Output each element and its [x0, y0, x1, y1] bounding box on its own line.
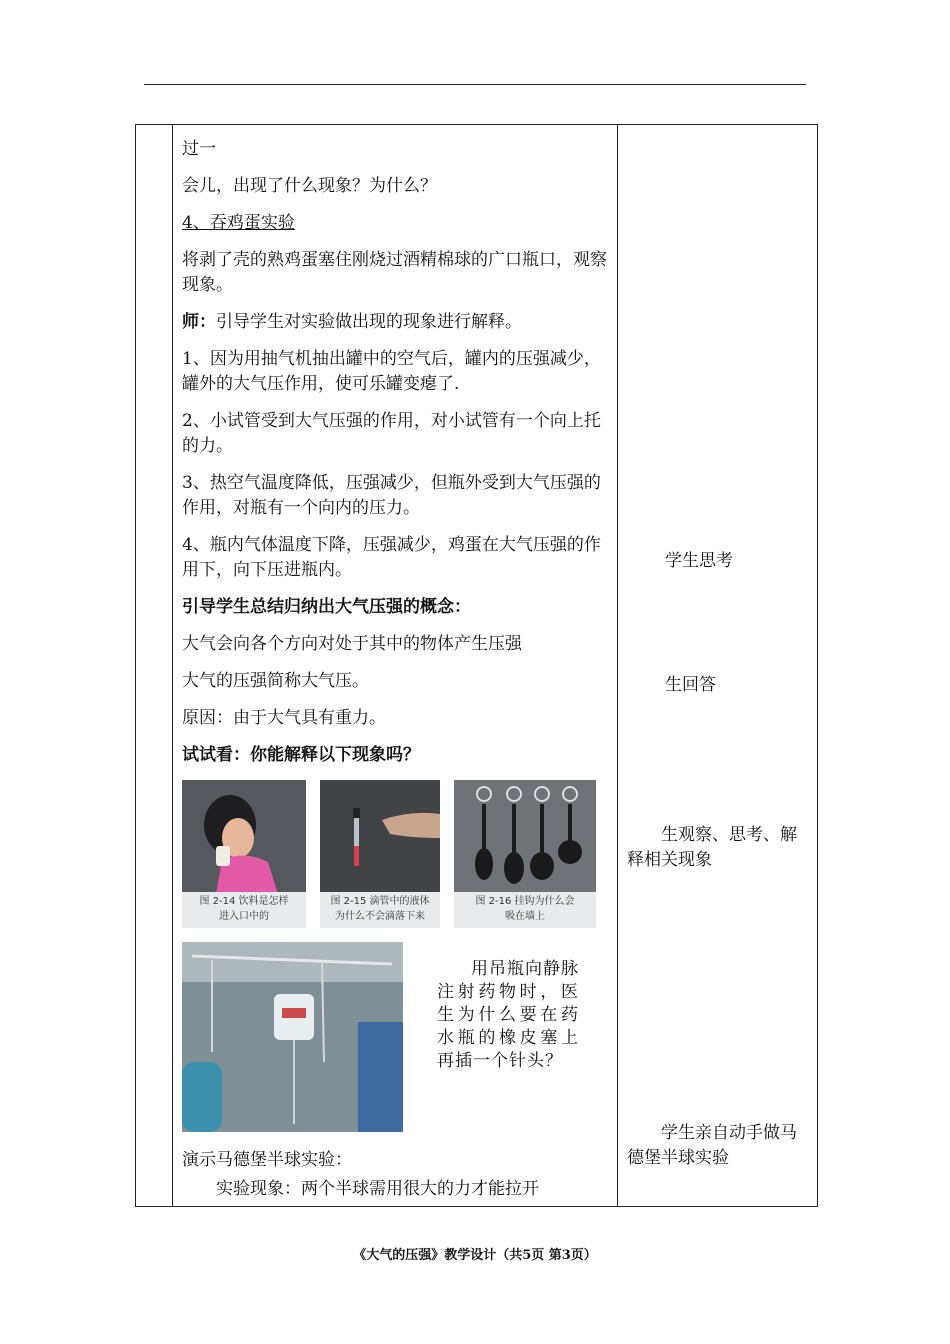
egg-experiment-text: 将剥了壳的熟鸡蛋塞住刚烧过酒精棉球的广口瓶口，观察现象。 — [182, 250, 607, 295]
teacher-guidance — [182, 310, 612, 335]
magdeburg-phenomenon: 实验现象：两个半球需用很大的力才能拉开 — [216, 1179, 539, 1199]
hooks-illustration — [454, 780, 596, 894]
teacher-label: 师： — [182, 312, 216, 332]
photo-caption-2: 图 2-15 滴管中的液体 为什么不会滴落下来 — [320, 892, 440, 928]
header-rule — [144, 84, 806, 85]
student-activity-3: 生观察、思考、解释相关现象 — [627, 825, 797, 870]
photo-dropper — [320, 780, 440, 928]
teacher-text: 引导学生对实验做出现的现象进行解释。 — [216, 312, 522, 332]
drinking-illustration — [182, 780, 306, 894]
photo-drinking — [182, 780, 306, 928]
paragraph-continued: 过一 — [182, 139, 216, 159]
photo-caption-3: 图 2-16 挂钩为什么会 吸在墙上 — [454, 892, 596, 928]
lesson-table — [135, 124, 818, 1207]
explanation-1: 1、因为用抽气机抽出罐中的空气后，罐内的压强减少，罐外的大气压作用，使可乐罐变瘪了. — [182, 349, 601, 394]
summary-heading: 引导学生总结归纳出大气压强的概念： — [182, 597, 471, 617]
iv-drip-question: 用吊瓶向静脉注射药物时，医生为什么要在药水瓶的橡皮塞上再插一个针头？ — [437, 959, 579, 1071]
column-divider-2 — [617, 125, 618, 1206]
teaching-content-column — [182, 137, 612, 1202]
iv-drip-section — [182, 942, 612, 1132]
definition-2: 大气的压强简称大气压。 — [182, 671, 369, 691]
student-activity-1: 学生思考 — [665, 551, 733, 571]
iv-drip-illustration — [182, 942, 403, 1132]
definition-3: 原因：由于大气具有重力。 — [182, 708, 386, 728]
photo-iv-drip — [182, 942, 403, 1132]
photo-caption-1: 图 2-14 饮料是怎样 进入口中的 — [182, 892, 306, 928]
explanation-2: 2、小试管受到大气压强的作用，对小试管有一个向上托的力。 — [182, 411, 601, 456]
column-divider-1 — [172, 125, 173, 1206]
photo-strip — [182, 780, 612, 928]
magdeburg-demo: 演示马德堡半球实验： — [182, 1150, 352, 1170]
student-activity-4: 学生亲自动手做马德堡半球实验 — [627, 1123, 797, 1168]
paragraph-question: 会儿，出现了什么现象？为什么？ — [182, 176, 437, 196]
definition-1: 大气会向各个方向对处于其中的物体产生压强 — [182, 634, 522, 654]
try-heading: 试试看：你能解释以下现象吗？ — [182, 745, 420, 765]
page-footer: 《大气的压强》教学设计（共5页 第3页） — [353, 1248, 597, 1263]
explanation-3: 3、热空气温度降低，压强减少，但瓶外受到大气压强的作用，对瓶有一个向内的压力。 — [182, 473, 601, 518]
student-activity-2: 生回答 — [665, 675, 716, 695]
experiment-4-heading: 4、吞鸡蛋实验 — [182, 213, 295, 233]
explanation-4: 4、瓶内气体温度下降，压强减少，鸡蛋在大气压强的作用下，向下压进瓶内。 — [182, 535, 601, 580]
photo-hooks — [454, 780, 596, 928]
dropper-illustration — [320, 780, 440, 894]
